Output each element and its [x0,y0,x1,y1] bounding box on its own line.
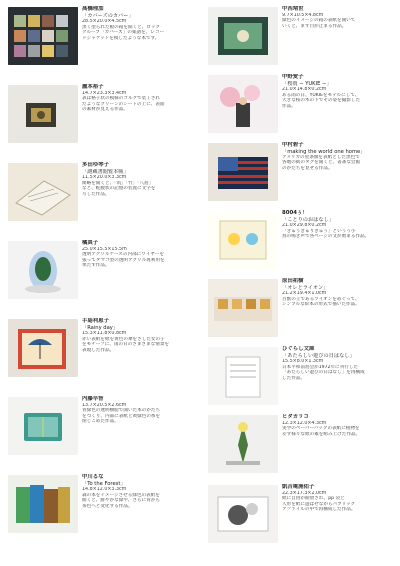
artist-name: 内藤早智 [82,396,104,402]
artist-name: ヒダカリコ [282,414,309,420]
artwork-description: 簡略を開くと、「筑」「竹」「八島」 [82,180,154,186]
artwork-description: 赤い表紙を紙を黄色の傘をさした女の子 [82,336,165,342]
artwork-title: 「謎蔵書閲覧本帳」 [82,168,129,175]
artwork-description: など、蛇腹状の記憶の装置に文字を [82,186,156,192]
artwork-size: 15.5×8.0×1.3cm [282,358,324,364]
artwork-entry [208,482,398,552]
artwork-description: 表は格子状の模様のコルクで装丁され [82,96,161,102]
artwork-description: 実学のペーパーバックの表紙に植物を [282,426,360,432]
artwork-entry [208,4,398,74]
artwork-entry [8,394,198,464]
artwork-entry [8,160,198,230]
artwork-text [82,318,198,384]
artwork-size: 15.3×11.8×0.8cm [82,330,127,336]
artwork-image [8,397,78,455]
artwork-text [282,142,398,208]
artwork-text [282,484,398,550]
artwork-text [82,84,198,150]
artwork-entry [8,4,198,74]
artwork-description: した作品。 [282,375,305,381]
artwork-description: 「きゅうきゅりきゅう」というう小 [282,228,356,234]
artwork-description: 張ってタマゴ型の透明アクリル再利用を [82,257,165,263]
artwork-text [282,414,398,480]
artwork-entry [208,344,398,414]
artwork-text [82,6,198,72]
artist-name: 高橋理加 [82,6,104,12]
artwork-image [208,211,278,269]
artwork-text [82,396,198,462]
artwork-description: グループ「カバーズ」の楽譜を、レコー [82,30,165,36]
artist-name: 中野愛子 [282,74,304,80]
artwork-description: 鳥の鳴き声で各ページの文が始まる作品。 [282,234,370,240]
artwork-image [208,485,278,543]
artwork-size: 14.7×23.3×3.4cm [82,90,127,96]
artwork-text [82,474,198,540]
artist-name: ひぐらし文庫 [282,346,315,352]
artwork-size: 21.0×29.8×0.2cm [282,222,327,228]
artist-name: 多田ゆ琴子 [82,162,109,168]
artwork-entry [208,72,398,142]
artwork-size: 22.3×17.3×2.0cm [282,490,327,496]
artwork-title: 「あたらしい遊びの日はなし」 [282,352,355,359]
artwork-size: 28.5×20.0×4.5cm [82,18,127,24]
artwork-description: 緑色のイメージの箱の表紙を開いて [282,18,356,24]
artwork-image [208,75,278,133]
artist-name: 中西靖世 [282,6,304,12]
artwork-image [8,85,78,143]
artwork-size: 13.7×20.5×2.6cm [82,402,127,408]
artwork-title: 「To the Forest」 [82,480,126,487]
artwork-size: 25.0×15.5×15.5m [82,246,127,252]
artwork-description: 作品。 [282,103,296,109]
artwork-description: 茶色へと変化する作品。 [82,503,133,509]
artwork-entry [208,276,398,346]
artwork-title: 「オレとライオン」 [282,284,329,291]
artwork-image [8,319,78,377]
artwork-title: 「桜雨 − YUKIE −」 [282,80,332,87]
artwork-entry [208,208,398,278]
artwork-description: シンプルな絵本の形式で描いた作品。 [282,302,360,308]
right-column [208,0,398,566]
artwork-text [82,240,198,306]
artwork-description: 森の本をイメージさせる緑色の表紙を [82,492,160,498]
artwork-description: 大きな桜の木の下でその姿を撮影した [282,98,361,104]
artwork-description: 日本平和前島会が1972年に刊行した [282,364,359,370]
artwork-description: の素材が見える作品。 [82,107,128,113]
artist-name: 原田祐樹 [282,278,304,284]
artwork-image [208,347,278,405]
artwork-description: 表現した作品。 [82,347,115,353]
artwork-text [282,278,398,344]
artwork-image [208,415,278,473]
artwork-title: 「ことりのおはなし」 [282,216,334,223]
artwork-title: 「カバーズのカバー」 [82,12,134,19]
artwork-description: ある雨の日、YUKIEをモデルにして、 [282,92,360,98]
artist-name: 中村碧子 [282,142,304,148]
left-column [8,0,198,566]
artwork-text [282,210,398,276]
artwork-image [208,7,278,65]
artwork-image [8,241,78,299]
artwork-text [282,74,398,140]
artwork-description: 「あたらしい遊びの日はなし」を再構成 [282,370,365,376]
artwork-size: 21.2×19.4×1.0cm [282,290,327,296]
artwork-description: 差す様々な紙の素を組み上げた作品。 [282,431,361,437]
artwork-entry [208,412,398,482]
artwork-size: 21.0×14.8×0.2cm [282,86,327,92]
artwork-description: をモチーフに、雨の日のさまざまな情景を [82,342,170,348]
artwork-size: 12.3×12.0×4.3cm [282,420,327,426]
artwork-description: アメリカの星条旗を表紙とした黒色で [282,154,360,160]
artwork-size: 14.8×12.0×3.3cm [82,486,127,492]
artwork-description: 各地の街のタグを開くと、書斎な会館 [282,160,361,166]
artwork-description: 人形を紙に遊ばせながらパブリック [282,501,356,507]
artwork-description: 写した作品。 [82,191,110,197]
artwork-entry [208,140,398,210]
artwork-description: 紙に自由が開放され、pp 袋と [282,496,345,502]
artwork-title: 「Rainy day」 [82,324,119,331]
artwork-description: をつくり、内部に表紙と黄緑色の糸を [82,413,161,419]
artwork-entry [8,238,198,308]
artwork-description: たようなグリーンのシートの上に、表面 [82,101,165,107]
artwork-image [208,279,278,337]
artwork-image [8,7,78,65]
artwork-description: 百獣の王であるライオンをめぐって、 [282,296,360,302]
artwork-description: いくと、まず目が止まる作品。 [282,23,347,29]
artwork-image [8,163,78,221]
artwork-size: 9.7×10.5×4.8cm [282,12,324,18]
artwork-text [282,6,398,72]
artwork-title: 「making the world one home」 [282,148,366,155]
artist-name: 凱吉庵施佑子 [282,484,315,490]
artwork-image [8,475,78,533]
artist-name: 橘真子 [82,240,99,246]
artwork-description: ドジャケットを模したような本です。 [82,35,160,41]
artwork-entry [8,82,198,152]
artwork-entry [8,316,198,386]
artwork-description: 閉じこめた作品。 [82,419,119,425]
artwork-text [82,162,198,228]
artwork-description: 青緑色の透明樹脂で開いた本のかたち [82,408,161,414]
artwork-description: 黒く塗られた板の箱を開くと、ロック [82,24,161,30]
artwork-description: 透明アクリルケースの内部にワイヤーを [82,252,165,258]
artwork-entry [8,472,198,542]
artwork-description: 果たす作品。 [82,263,110,269]
artist-name: 瀧本裕子 [82,84,104,90]
artwork-image [208,143,278,201]
artist-name: 8004ぅ！ [282,210,308,216]
artwork-text [282,346,398,412]
artwork-description: 開くと、鮮やかな緑や、さらに青から [82,498,161,504]
artwork-description: のかたちを見せる作品。 [282,165,333,171]
artwork-size: 11.5×20.0×3.3cm [82,174,127,180]
artist-name: 中川るな [82,474,104,480]
artwork-description: アファイルの中で再構成した作品。 [282,507,356,513]
artist-name: 手島利恵子 [82,318,109,324]
